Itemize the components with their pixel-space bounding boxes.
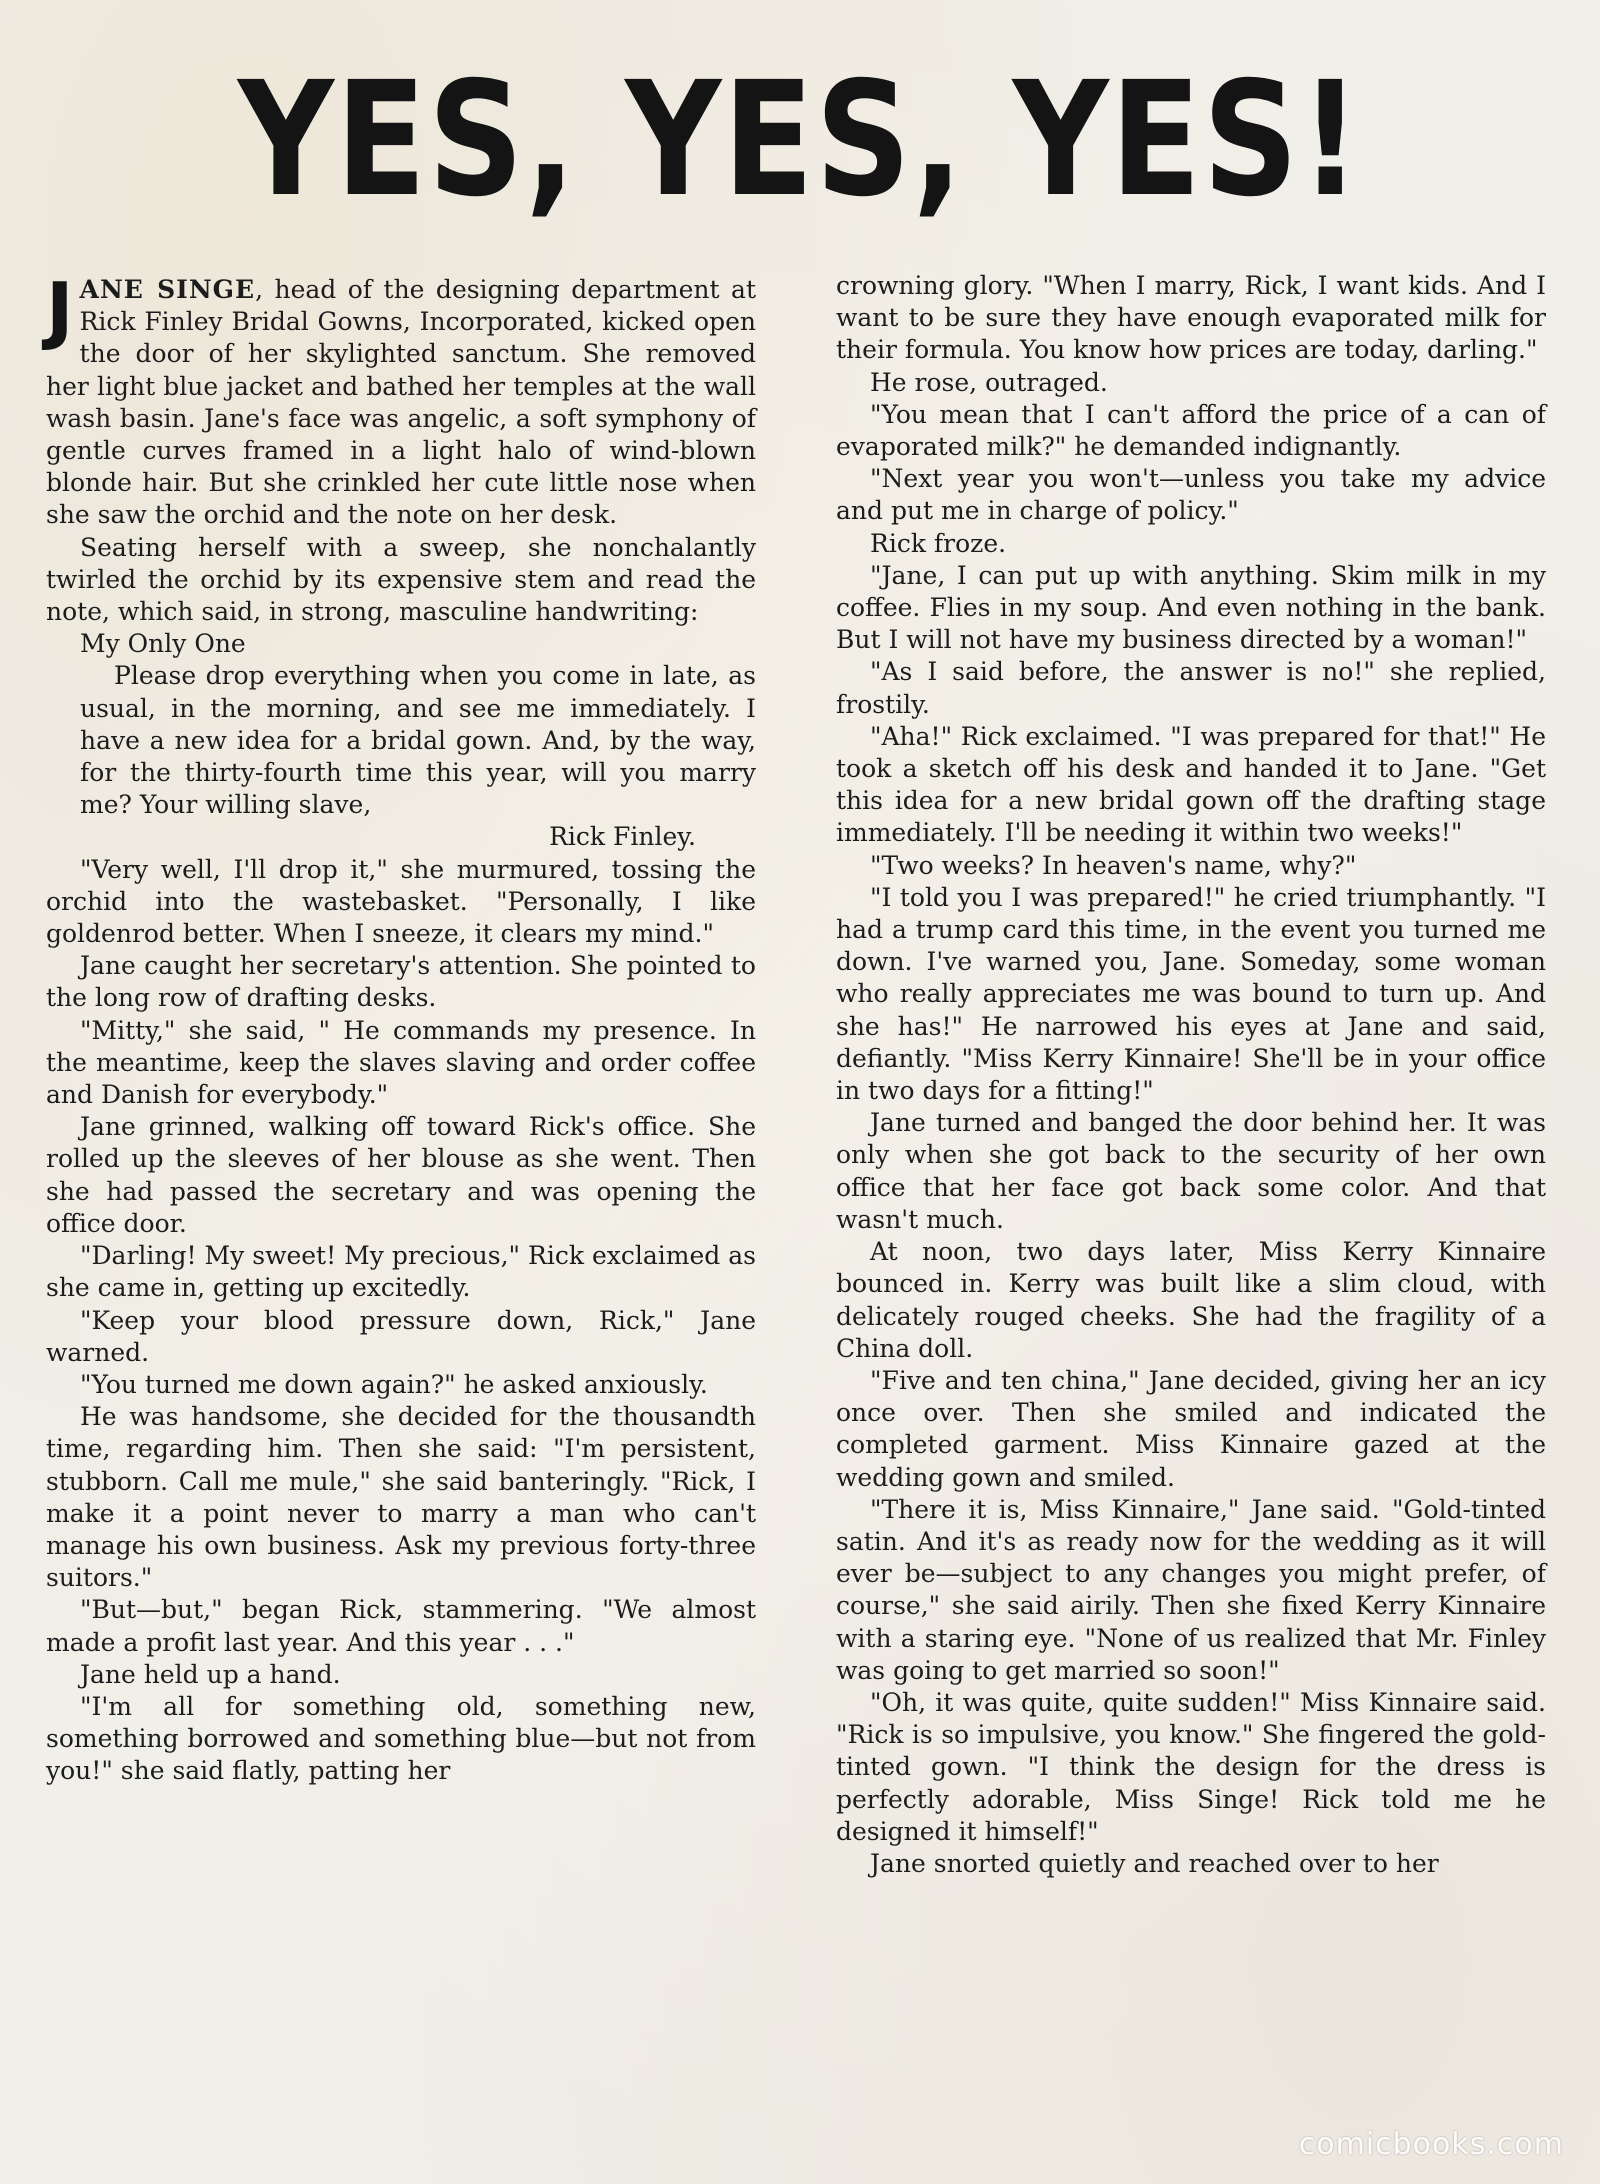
paragraph: "Jane, I can put up with anything. Skim milk in my coffee. Flies in my soup. And even nothing in the bank. But I will not have my business directed by a woman!" (836, 560, 1546, 655)
paragraph: "Oh, it was quite, quite sudden!" Miss Kinnaire said. "Rick is so impulsive, you know." She fingered the gold-tinted gown. "I think the design for the dress is perfectly adorable, Miss Singe! Rick told me he designed it himself!" (836, 1687, 1546, 1846)
lead-caps: ANE SINGE (79, 275, 256, 304)
site-watermark: comicbooks.com (1298, 2127, 1564, 2162)
paragraph: "As I said before, the answer is no!" she replied, frostily. (836, 657, 1546, 719)
story-title: YES, YES, YES! (237, 48, 1363, 232)
paragraph: "But—but," began Rick, stammering. "We almost made a profit last year. And this year . . ." (46, 1595, 756, 1657)
paragraph: He was handsome, she decided for the thousandth time, regarding him. Then she said: "I'm persistent, stubborn. Call me mule," she said banteringly. "Rick, I make it a point never to marry a man who can't manage his own business. Ask my previous forty-three suitors." (46, 1402, 756, 1593)
drop-cap: J (46, 267, 74, 353)
left-column (46, 267, 756, 1788)
paragraph: He rose, outraged. (870, 367, 1108, 397)
lead-paragraph (46, 267, 756, 532)
paragraph: "Next year you won't—unless you take my advice and put me in charge of policy." (836, 464, 1546, 526)
letter-salutation: My Only One (80, 629, 246, 659)
paragraph: "Five and ten china," Jane decided, giving her an icy once over. Then she smiled and indicated the completed garment. Miss Kinnaire gazed at the wedding gown and smiled. (836, 1365, 1546, 1492)
continuation-paragraph: crowning glory. "When I marry, Rick, I want kids. And I want to be sure they have enough evaporated milk for their formula. You know how prices are today, darling." (836, 271, 1546, 365)
paragraph: Jane turned and banged the door behind her. It was only when she got back to the security of her own office that her face got back some color. And that wasn't much. (836, 1108, 1546, 1234)
paragraph: Jane grinned, walking off toward Rick's office. She rolled up the sleeves of her blouse as she went. Then she had passed the secretary and was opening the office door. (46, 1112, 756, 1238)
letter-signature: Rick Finley. (549, 822, 696, 852)
paragraph: Seating herself with a sweep, she nonchalantly twirled the orchid by its expensive stem and read the note, which said, in strong, masculine handwriting: (46, 532, 756, 627)
paragraph: "Darling! My sweet! My precious," Rick exclaimed as she came in, getting up excitedly. (46, 1241, 756, 1303)
paragraph: "Very well, I'll drop it," she murmured, tossing the orchid into the wastebasket. "Personally, I like goldenrod better. When I sneeze, it clears my mind." (46, 854, 756, 949)
letter-body: Please drop everything when you come in late, as usual, in the morning, and see me immediately. I have a new idea for a bridal gown. And, by the way, for the thirty-fourth time this year, will you marry me? Your willing slave, (80, 661, 756, 820)
paragraph: "You mean that I can't afford the price of a can of evaporated milk?" he demanded indignantly. (836, 399, 1546, 462)
paragraph: "You turned me down again?" he asked anxiously. (80, 1369, 708, 1399)
paragraph: "Aha!" Rick exclaimed. "I was prepared for that!" He took a sketch off his desk and handed it to Jane. "Get this idea for a new bridal gown off the drafting stage immediately. I'll be needing it within two weeks!" (836, 721, 1546, 848)
paragraph: Jane caught her secretary's attention. She pointed to the long row of drafting desks. (46, 951, 756, 1013)
paragraph: "I'm all for something old, something new, something borrowed and something blue—but not from you!" she said flatly, patting her (46, 1691, 756, 1786)
paragraph: Rick froze. (870, 528, 1007, 558)
paragraph: "I told you I was prepared!" he cried triumphantly. "I had a trump card this time, in the event you turned me down. I've warned you, Jane. Someday, some woman who really appreciates me was bound to turn up. And she has!" He narrowed his eyes at Jane and said, defiantly. "Miss Kerry Kinnaire! She'll be in your office in two days for a fitting!" (836, 882, 1546, 1106)
paragraph: "Mitty," she said, " He commands my presence. In the meantime, keep the slaves slaving and order coffee and Danish for everybody." (46, 1015, 756, 1110)
paragraph: Jane held up a hand. (80, 1659, 341, 1689)
lead-rest: , head of the designing department at Rick Finley Bridal Gowns, Incorporated, kicked open the door of her skylighted sanctum. She removed her light blue jacket and bathed her temples at the wall wash basin. Jane's face was angelic, a soft symphony of gentle curves framed in a light halo of wind-blown blonde hair. But she crinkled her cute little nose when she saw the orchid and the note on her desk. (46, 275, 756, 530)
paragraph: "Two weeks? In heaven's name, why?" (870, 850, 1357, 880)
paragraph: At noon, two days later, Miss Kerry Kinnaire bounced in. Kerry was built like a slim cloud, with delicately rouged cheeks. She had the fragility of a China doll. (836, 1237, 1546, 1363)
right-column (836, 270, 1546, 1880)
paragraph: "There it is, Miss Kinnaire," Jane said. "Gold-tinted satin. And it's as ready now for the wedding as it will ever be—subject to any changes you might prefer, of course," she said airily. Then she fixed Kerry Kinnaire with a staring eye. "None of us realized that Mr. Finley was going to get married so soon!" (836, 1494, 1546, 1685)
paragraph: Jane snorted quietly and reached over to her (870, 1848, 1439, 1878)
paragraph: "Keep your blood pressure down, Rick," Jane warned. (46, 1305, 756, 1367)
